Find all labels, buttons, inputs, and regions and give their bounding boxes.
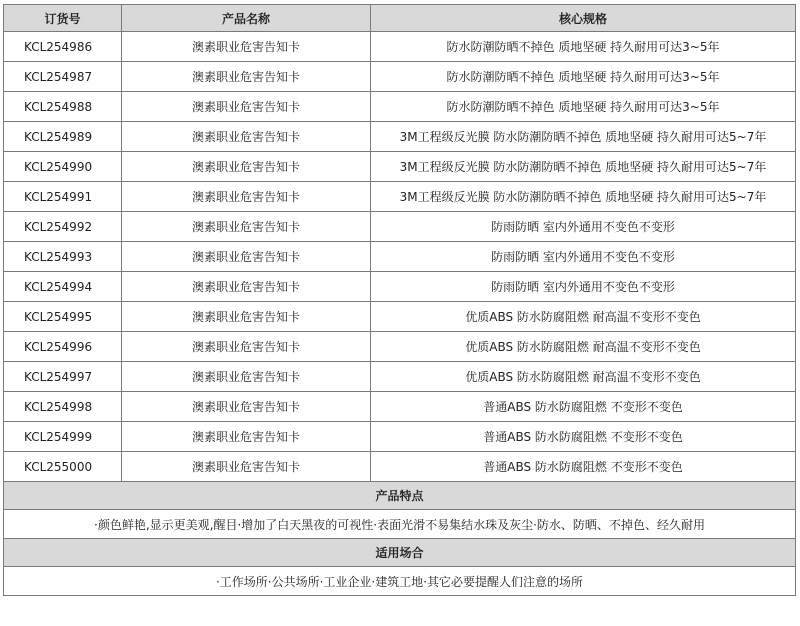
header-core-spec: 核心规格 [371,5,796,32]
table-header-row [4,5,796,32]
order-number-cell: KCL254990 [4,152,122,182]
features-text: ·颜色鲜艳,显示更美观,醒目·增加了白天黑夜的可视性·表面光滑不易集结水珠及灰尘·防水、防晒、不掉色、经久耐用 [4,510,796,539]
table-row [4,182,796,212]
table-row [4,272,796,302]
product-name-cell: 澳素职业危害告知卡 [122,332,371,362]
table-row [4,122,796,152]
order-number-cell: KCL254988 [4,92,122,122]
table-row [4,362,796,392]
product-table [3,4,796,596]
core-spec-cell: 优质ABS 防水防腐阻燃 耐高温不变形不变色 [371,332,796,362]
core-spec-cell: 3M工程级反光膜 防水防潮防晒不掉色 质地坚硬 持久耐用可达5~7年 [371,152,796,182]
product-name-cell: 澳素职业危害告知卡 [122,122,371,152]
core-spec-cell: 防水防潮防晒不掉色 质地坚硬 持久耐用可达3~5年 [371,92,796,122]
core-spec-cell: 3M工程级反光膜 防水防潮防晒不掉色 质地坚硬 持久耐用可达5~7年 [371,182,796,212]
order-number-cell: KCL254995 [4,302,122,332]
table-row [4,32,796,62]
product-name-cell: 澳素职业危害告知卡 [122,302,371,332]
core-spec-cell: 3M工程级反光膜 防水防潮防晒不掉色 质地坚硬 持久耐用可达5~7年 [371,122,796,152]
order-number-cell: KCL254989 [4,122,122,152]
product-name-cell: 澳素职业危害告知卡 [122,182,371,212]
order-number-cell: KCL254999 [4,422,122,452]
core-spec-cell: 防雨防晒 室内外通用不变色不变形 [371,242,796,272]
core-spec-cell: 普通ABS 防水防腐阻燃 不变形不变色 [371,452,796,482]
usage-title-row [4,539,796,567]
product-name-cell: 澳素职业危害告知卡 [122,242,371,272]
core-spec-cell: 优质ABS 防水防腐阻燃 耐高温不变形不变色 [371,302,796,332]
table-body [4,32,796,482]
core-spec-cell: 防水防潮防晒不掉色 质地坚硬 持久耐用可达3~5年 [371,32,796,62]
order-number-cell: KCL254993 [4,242,122,272]
features-title-row [4,482,796,510]
core-spec-cell: 普通ABS 防水防腐阻燃 不变形不变色 [371,392,796,422]
product-name-cell: 澳素职业危害告知卡 [122,62,371,92]
table-row [4,392,796,422]
table-row [4,92,796,122]
product-name-cell: 澳素职业危害告知卡 [122,422,371,452]
product-name-cell: 澳素职业危害告知卡 [122,32,371,62]
order-number-cell: KCL254994 [4,272,122,302]
order-number-cell: KCL254998 [4,392,122,422]
core-spec-cell: 防雨防晒 室内外通用不变色不变形 [371,272,796,302]
core-spec-cell: 优质ABS 防水防腐阻燃 耐高温不变形不变色 [371,362,796,392]
product-name-cell: 澳素职业危害告知卡 [122,152,371,182]
table-row [4,212,796,242]
usage-text-row [4,567,796,596]
table-row [4,452,796,482]
table-row [4,332,796,362]
core-spec-cell: 防雨防晒 室内外通用不变色不变形 [371,212,796,242]
product-spec-sheet [3,4,795,596]
product-name-cell: 澳素职业危害告知卡 [122,92,371,122]
table-row [4,302,796,332]
table-row [4,242,796,272]
order-number-cell: KCL255000 [4,452,122,482]
usage-title: 适用场合 [4,539,796,567]
table-row [4,152,796,182]
features-text-row [4,510,796,539]
order-number-cell: KCL254992 [4,212,122,242]
product-name-cell: 澳素职业危害告知卡 [122,212,371,242]
order-number-cell: KCL254987 [4,62,122,92]
header-product-name: 产品名称 [122,5,371,32]
table-row [4,422,796,452]
product-name-cell: 澳素职业危害告知卡 [122,392,371,422]
product-name-cell: 澳素职业危害告知卡 [122,272,371,302]
table-row [4,62,796,92]
product-name-cell: 澳素职业危害告知卡 [122,362,371,392]
product-name-cell: 澳素职业危害告知卡 [122,452,371,482]
order-number-cell: KCL254991 [4,182,122,212]
core-spec-cell: 防水防潮防晒不掉色 质地坚硬 持久耐用可达3~5年 [371,62,796,92]
core-spec-cell: 普通ABS 防水防腐阻燃 不变形不变色 [371,422,796,452]
order-number-cell: KCL254997 [4,362,122,392]
usage-text: ·工作场所·公共场所·工业企业·建筑工地·其它必要提醒人们注意的场所 [4,567,796,596]
order-number-cell: KCL254996 [4,332,122,362]
features-title: 产品特点 [4,482,796,510]
order-number-cell: KCL254986 [4,32,122,62]
header-order-number: 订货号 [4,5,122,32]
